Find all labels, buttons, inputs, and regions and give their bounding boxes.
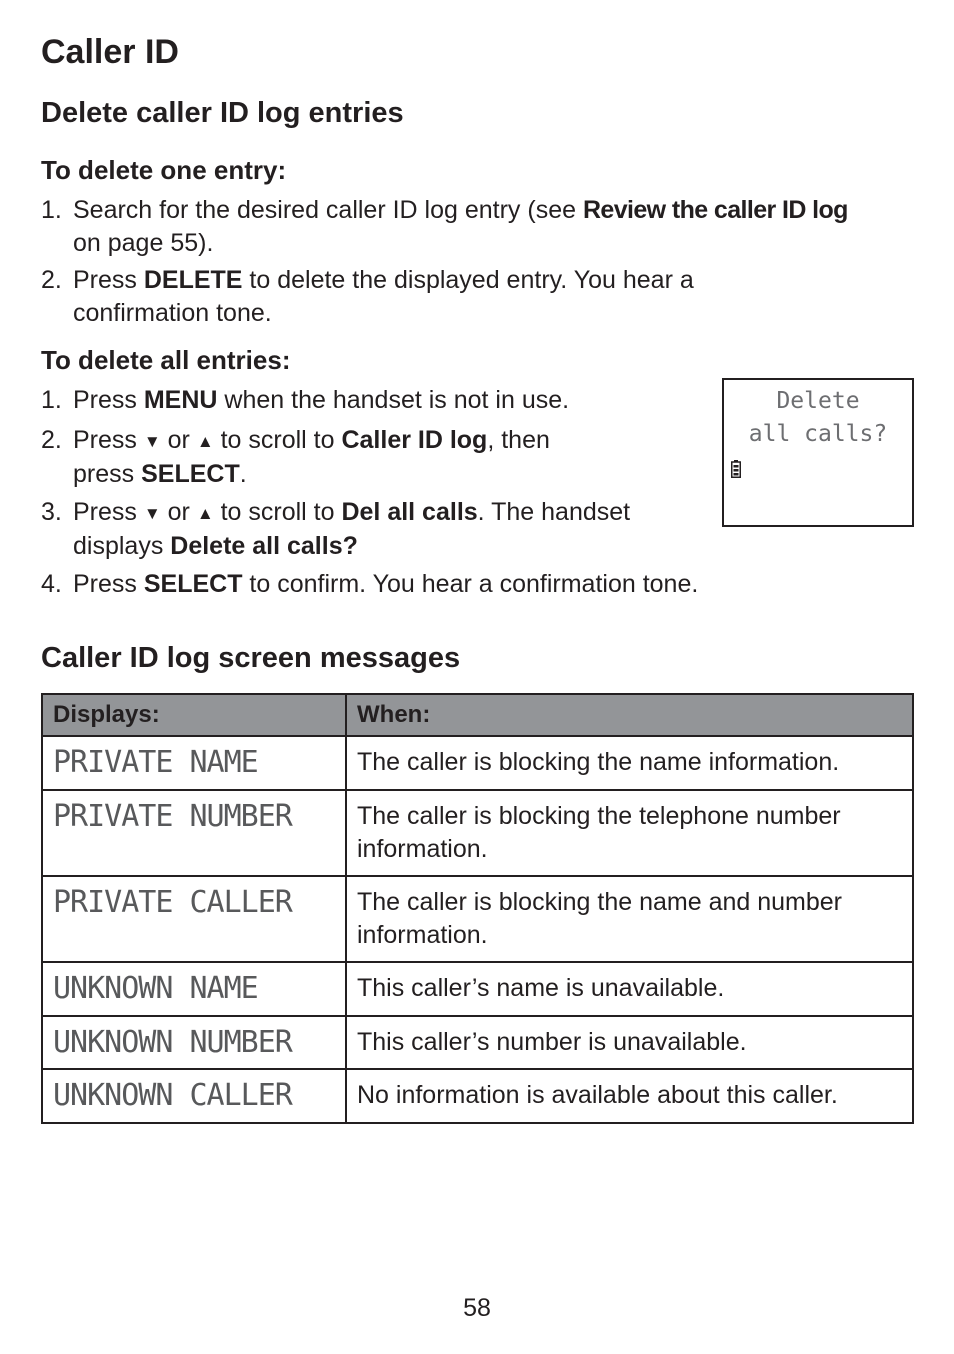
screen-messages-table [41,693,914,1124]
subheading-all-entries: To delete all entries: [41,345,291,375]
handset-lcd-screen [722,378,914,527]
page-title: Caller ID [41,33,179,71]
down-arrow-icon: ▼ [143,432,161,451]
page-number: 58 [463,1294,491,1322]
when-description: The caller is blocking the name information. [346,736,913,790]
column-header-displays: Displays: [42,694,346,736]
display-message: UNKNOWN NUMBER [42,1016,346,1069]
table-row [42,962,913,1016]
lcd-line-2: all calls? [748,421,888,447]
display-message: UNKNOWN NAME [42,962,346,1016]
up-arrow-icon: ▲ [196,432,214,451]
display-message: PRIVATE NUMBER [42,790,346,876]
subheading-one-entry: To delete one entry: [41,155,287,185]
when-description: The caller is blocking the telephone number information. [346,790,913,876]
section-heading-messages: Caller ID log screen messages [41,642,461,674]
table-header-row [42,694,913,736]
when-description: This caller’s name is unavailable. [346,962,913,1016]
table-row [42,1069,913,1123]
down-arrow-icon: ▼ [143,504,161,523]
table-row [42,876,913,962]
display-message: PRIVATE CALLER [42,876,346,962]
display-message: PRIVATE NAME [42,736,346,790]
table-row [42,736,913,790]
battery-icon [731,460,741,478]
up-arrow-icon: ▲ [196,504,214,523]
table-row [42,1016,913,1069]
when-description: No information is available about this caller. [346,1069,913,1123]
section-heading-delete: Delete caller ID log entries [41,97,404,129]
when-description: The caller is blocking the name and number information. [346,876,913,962]
display-message: UNKNOWN CALLER [42,1069,346,1123]
column-header-when: When: [346,694,913,736]
lcd-line-1: Delete [776,388,860,414]
when-description: This caller’s number is unavailable. [346,1016,913,1069]
table-row [42,790,913,876]
